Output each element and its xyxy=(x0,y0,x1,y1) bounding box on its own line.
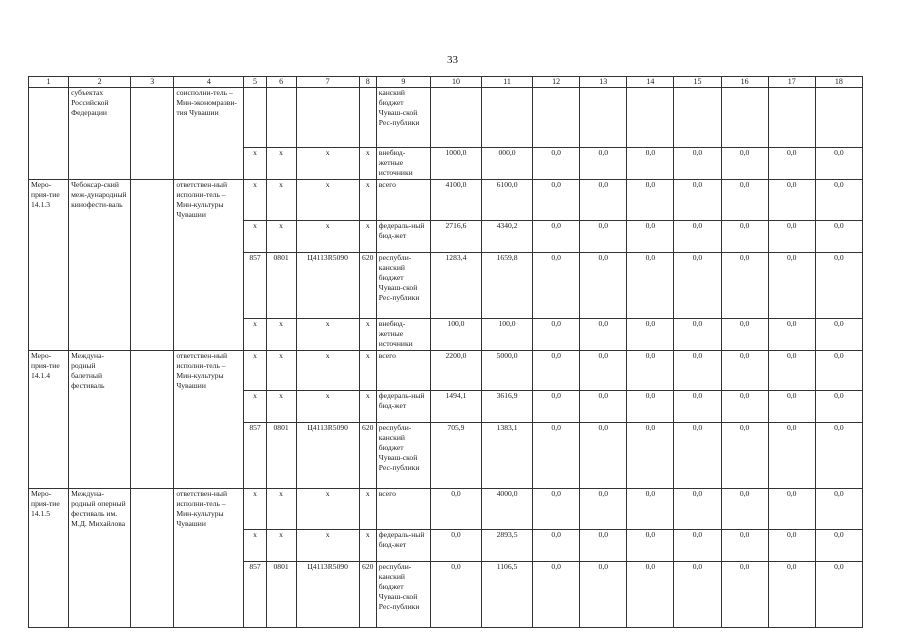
row-executor: ответствен-ный исполни-тель – Мин-культуры Чувашии xyxy=(174,180,244,221)
row-value-year-5: 0,0 xyxy=(627,252,674,318)
row-value-year-2: 1659,8 xyxy=(482,252,533,318)
row-funding-source: всего xyxy=(376,180,430,221)
column-header: 18 xyxy=(815,77,862,88)
row-value-year-9: 0,0 xyxy=(815,180,862,221)
row-value-year-4: 0,0 xyxy=(580,423,627,489)
row-value-year-9: 0,0 xyxy=(815,350,862,391)
row-col3 xyxy=(131,489,174,530)
row-measure-name xyxy=(69,561,131,627)
row-measure-name: Междуна-родный балетный фестиваль xyxy=(69,350,131,391)
row-target-item: x xyxy=(296,220,359,252)
row-measure-id xyxy=(29,391,69,423)
row-value-year-8: 0,0 xyxy=(768,350,815,391)
row-value-year-8: 0,0 xyxy=(768,148,815,180)
row-funding-source: канский бюджет Чуваш-ской Рес-публики xyxy=(376,88,430,148)
header-row xyxy=(29,77,863,88)
row-value-year-3: 0,0 xyxy=(533,529,580,561)
row-expense-type: x xyxy=(359,318,376,350)
row-measure-id xyxy=(29,318,69,350)
row-section: x xyxy=(266,489,296,530)
row-grbs: x xyxy=(244,529,266,561)
row-section: 0801 xyxy=(266,561,296,627)
row-expense-type: x xyxy=(359,529,376,561)
row-col3 xyxy=(131,220,174,252)
row-measure-id xyxy=(29,561,69,627)
column-header: 9 xyxy=(376,77,430,88)
row-value-year-3: 0,0 xyxy=(533,391,580,423)
row-value-year-6: 0,0 xyxy=(674,148,721,180)
row-value-year-1: 2200,0 xyxy=(430,350,481,391)
row-value-year-3: 0,0 xyxy=(533,423,580,489)
row-value-year-8: 0,0 xyxy=(768,252,815,318)
row-value-year-5: 0,0 xyxy=(627,220,674,252)
row-measure-name: Междуна-родный оперный фестиваль им. М.Д. Михайлова xyxy=(69,489,131,530)
row-value-year-5: 0,0 xyxy=(627,561,674,627)
row-value-year-2: 3616,9 xyxy=(482,391,533,423)
column-header: 12 xyxy=(533,77,580,88)
row-value-year-7: 0,0 xyxy=(721,350,768,391)
row-target-item: x xyxy=(296,148,359,180)
row-target-item: Ц4113R5090 xyxy=(296,252,359,318)
row-value-year-5: 0,0 xyxy=(627,489,674,530)
row-value-year-3: 0,0 xyxy=(533,252,580,318)
row-funding-source: республи-канский бюджет Чуваш-ской Рес-публики xyxy=(376,561,430,627)
row-measure-id xyxy=(29,220,69,252)
row-measure-id xyxy=(29,252,69,318)
row-value-year-6: 0,0 xyxy=(674,350,721,391)
row-funding-source: внебюд-жетные источники xyxy=(376,148,430,180)
row-value-year-3: 0,0 xyxy=(533,318,580,350)
row-executor xyxy=(174,220,244,252)
row-measure-name xyxy=(69,391,131,423)
row-executor xyxy=(174,391,244,423)
row-value-year-4: 0,0 xyxy=(580,148,627,180)
row-col3 xyxy=(131,318,174,350)
row-value-year-1: 100,0 xyxy=(430,318,481,350)
row-value-year-8: 0,0 xyxy=(768,180,815,221)
row-value-year-5: 0,0 xyxy=(627,529,674,561)
row-value-year-6: 0,0 xyxy=(674,423,721,489)
row-value-year-4 xyxy=(580,88,627,148)
column-header: 3 xyxy=(131,77,174,88)
row-value-year-6: 0,0 xyxy=(674,180,721,221)
row-section: 0801 xyxy=(266,423,296,489)
row-funding-source: федераль-ный бюд-жет xyxy=(376,220,430,252)
row-value-year-7 xyxy=(721,88,768,148)
row-value-year-2: 1106,5 xyxy=(482,561,533,627)
row-value-year-5: 0,0 xyxy=(627,148,674,180)
column-header: 11 xyxy=(482,77,533,88)
row-value-year-2: 4000,0 xyxy=(482,489,533,530)
row-value-year-3: 0,0 xyxy=(533,148,580,180)
row-funding-source: внебюд-жетные источники xyxy=(376,318,430,350)
column-header: 4 xyxy=(174,77,244,88)
row-section xyxy=(266,88,296,148)
row-value-year-1: 1494,1 xyxy=(430,391,481,423)
row-value-year-8: 0,0 xyxy=(768,561,815,627)
row-measure-name xyxy=(69,148,131,180)
row-measure-id xyxy=(29,423,69,489)
row-value-year-5: 0,0 xyxy=(627,318,674,350)
row-value-year-2: 000,0 xyxy=(482,148,533,180)
table-row xyxy=(29,148,863,180)
row-executor xyxy=(174,318,244,350)
row-value-year-1: 0,0 xyxy=(430,489,481,530)
row-value-year-1: 0,0 xyxy=(430,529,481,561)
row-value-year-7: 0,0 xyxy=(721,529,768,561)
row-value-year-8: 0,0 xyxy=(768,529,815,561)
row-executor xyxy=(174,148,244,180)
table-row xyxy=(29,318,863,350)
column-header: 8 xyxy=(359,77,376,88)
row-value-year-7: 0,0 xyxy=(721,423,768,489)
row-value-year-9: 0,0 xyxy=(815,391,862,423)
row-value-year-6: 0,0 xyxy=(674,529,721,561)
table-row xyxy=(29,391,863,423)
row-value-year-4: 0,0 xyxy=(580,220,627,252)
row-target-item: x xyxy=(296,180,359,221)
row-grbs: x xyxy=(244,350,266,391)
row-section: x xyxy=(266,391,296,423)
row-section: x xyxy=(266,220,296,252)
column-header: 6 xyxy=(266,77,296,88)
row-expense-type: 620 xyxy=(359,561,376,627)
table-row xyxy=(29,88,863,148)
table-row xyxy=(29,180,863,221)
row-target-item: x xyxy=(296,318,359,350)
row-expense-type: 620 xyxy=(359,252,376,318)
row-measure-name xyxy=(69,529,131,561)
row-value-year-6: 0,0 xyxy=(674,220,721,252)
row-target-item xyxy=(296,88,359,148)
column-header: 10 xyxy=(430,77,481,88)
row-target-item: Ц4113R5090 xyxy=(296,561,359,627)
row-expense-type xyxy=(359,88,376,148)
row-measure-name: Чебоксар-ский меж-дународный кинофести-валь xyxy=(69,180,131,221)
row-section: x xyxy=(266,350,296,391)
row-value-year-4: 0,0 xyxy=(580,318,627,350)
row-value-year-3: 0,0 xyxy=(533,180,580,221)
row-value-year-2: 100,0 xyxy=(482,318,533,350)
row-section: x xyxy=(266,318,296,350)
row-target-item: x xyxy=(296,391,359,423)
row-grbs: x xyxy=(244,489,266,530)
row-value-year-8 xyxy=(768,88,815,148)
row-value-year-2 xyxy=(482,88,533,148)
row-value-year-4: 0,0 xyxy=(580,489,627,530)
table-row xyxy=(29,561,863,627)
row-value-year-3: 0,0 xyxy=(533,350,580,391)
row-value-year-2: 5000,0 xyxy=(482,350,533,391)
row-value-year-5: 0,0 xyxy=(627,391,674,423)
row-value-year-9: 0,0 xyxy=(815,220,862,252)
row-value-year-9 xyxy=(815,88,862,148)
row-value-year-2: 4340,2 xyxy=(482,220,533,252)
row-funding-source: всего xyxy=(376,350,430,391)
row-value-year-4: 0,0 xyxy=(580,350,627,391)
row-grbs: x xyxy=(244,148,266,180)
column-header: 17 xyxy=(768,77,815,88)
row-value-year-7: 0,0 xyxy=(721,489,768,530)
row-funding-source: республи-канский бюджет Чуваш-ской Рес-публики xyxy=(376,252,430,318)
row-value-year-2: 6100,0 xyxy=(482,180,533,221)
row-value-year-1: 4100,0 xyxy=(430,180,481,221)
row-target-item: Ц4113R5090 xyxy=(296,423,359,489)
row-value-year-8: 0,0 xyxy=(768,220,815,252)
row-value-year-5: 0,0 xyxy=(627,350,674,391)
row-value-year-8: 0,0 xyxy=(768,391,815,423)
row-col3 xyxy=(131,252,174,318)
row-expense-type: x xyxy=(359,489,376,530)
row-section: 0801 xyxy=(266,252,296,318)
row-grbs: 857 xyxy=(244,561,266,627)
row-value-year-7: 0,0 xyxy=(721,318,768,350)
row-grbs: x xyxy=(244,220,266,252)
row-measure-name xyxy=(69,220,131,252)
row-measure-id xyxy=(29,148,69,180)
row-grbs: 857 xyxy=(244,252,266,318)
table-row xyxy=(29,423,863,489)
row-target-item: x xyxy=(296,529,359,561)
row-executor: ответствен-ный исполни-тель – Мин-культуры Чувашии xyxy=(174,489,244,530)
row-value-year-8: 0,0 xyxy=(768,489,815,530)
row-target-item: x xyxy=(296,489,359,530)
row-expense-type: x xyxy=(359,391,376,423)
row-measure-name xyxy=(69,252,131,318)
row-value-year-7: 0,0 xyxy=(721,180,768,221)
row-value-year-5: 0,0 xyxy=(627,423,674,489)
row-section: x xyxy=(266,529,296,561)
row-measure-name xyxy=(69,423,131,489)
column-header: 5 xyxy=(244,77,266,88)
row-value-year-1: 705,9 xyxy=(430,423,481,489)
budget-table xyxy=(28,76,863,628)
row-executor xyxy=(174,423,244,489)
row-value-year-6: 0,0 xyxy=(674,561,721,627)
row-grbs: x xyxy=(244,391,266,423)
row-measure-id xyxy=(29,529,69,561)
page-number: 33 xyxy=(447,54,458,66)
row-value-year-3: 0,0 xyxy=(533,220,580,252)
row-value-year-6: 0,0 xyxy=(674,391,721,423)
row-value-year-8: 0,0 xyxy=(768,423,815,489)
row-col3 xyxy=(131,391,174,423)
row-value-year-5: 0,0 xyxy=(627,180,674,221)
row-grbs xyxy=(244,88,266,148)
row-funding-source: федераль-ный бюд-жет xyxy=(376,529,430,561)
row-col3 xyxy=(131,180,174,221)
row-funding-source: федераль-ный бюд-жет xyxy=(376,391,430,423)
table-row xyxy=(29,350,863,391)
row-value-year-6 xyxy=(674,88,721,148)
row-value-year-9: 0,0 xyxy=(815,561,862,627)
row-executor: ответствен-ный исполни-тель – Мин-культуры Чувашии xyxy=(174,350,244,391)
row-col3 xyxy=(131,423,174,489)
row-value-year-7: 0,0 xyxy=(721,252,768,318)
row-value-year-6: 0,0 xyxy=(674,252,721,318)
row-value-year-7: 0,0 xyxy=(721,148,768,180)
row-value-year-9: 0,0 xyxy=(815,252,862,318)
table-row xyxy=(29,252,863,318)
row-expense-type: 620 xyxy=(359,423,376,489)
column-header: 13 xyxy=(580,77,627,88)
row-col3 xyxy=(131,350,174,391)
row-value-year-7: 0,0 xyxy=(721,220,768,252)
row-value-year-1: 1283,4 xyxy=(430,252,481,318)
row-value-year-7: 0,0 xyxy=(721,561,768,627)
row-funding-source: республи-канский бюджет Чуваш-ской Рес-публики xyxy=(376,423,430,489)
row-value-year-1: 0,0 xyxy=(430,561,481,627)
row-value-year-4: 0,0 xyxy=(580,252,627,318)
row-value-year-4: 0,0 xyxy=(580,391,627,423)
row-value-year-3: 0,0 xyxy=(533,561,580,627)
row-expense-type: x xyxy=(359,180,376,221)
row-measure-id: Меро-прия-тие 14.1.3 xyxy=(29,180,69,221)
table-row xyxy=(29,489,863,530)
row-target-item: x xyxy=(296,350,359,391)
row-expense-type: x xyxy=(359,220,376,252)
row-section: x xyxy=(266,148,296,180)
column-header: 7 xyxy=(296,77,359,88)
row-value-year-2: 1383,1 xyxy=(482,423,533,489)
row-value-year-9: 0,0 xyxy=(815,423,862,489)
row-value-year-1: 1000,0 xyxy=(430,148,481,180)
row-col3 xyxy=(131,88,174,148)
row-measure-id: Меро-прия-тие 14.1.4 xyxy=(29,350,69,391)
row-value-year-1: 2716,6 xyxy=(430,220,481,252)
table-row xyxy=(29,220,863,252)
row-executor xyxy=(174,252,244,318)
row-executor: соисполни-тель – Мин-экономразви-тия Чувашии xyxy=(174,88,244,148)
row-value-year-4: 0,0 xyxy=(580,529,627,561)
row-measure-name: субъектах Российской Федерации xyxy=(69,88,131,148)
row-value-year-4: 0,0 xyxy=(580,180,627,221)
column-header: 15 xyxy=(674,77,721,88)
row-col3 xyxy=(131,561,174,627)
column-header: 1 xyxy=(29,77,69,88)
row-measure-name xyxy=(69,318,131,350)
row-grbs: 857 xyxy=(244,423,266,489)
row-value-year-9: 0,0 xyxy=(815,148,862,180)
row-value-year-9: 0,0 xyxy=(815,529,862,561)
row-value-year-8: 0,0 xyxy=(768,318,815,350)
row-value-year-2: 2893,5 xyxy=(482,529,533,561)
row-measure-id xyxy=(29,88,69,148)
row-value-year-7: 0,0 xyxy=(721,391,768,423)
row-value-year-6: 0,0 xyxy=(674,318,721,350)
row-expense-type: x xyxy=(359,350,376,391)
column-header: 2 xyxy=(69,77,131,88)
row-value-year-9: 0,0 xyxy=(815,318,862,350)
row-value-year-3 xyxy=(533,88,580,148)
row-measure-id: Меро-прия-тие 14.1.5 xyxy=(29,489,69,530)
row-funding-source: всего xyxy=(376,489,430,530)
row-value-year-5 xyxy=(627,88,674,148)
row-section: x xyxy=(266,180,296,221)
row-value-year-9: 0,0 xyxy=(815,489,862,530)
row-col3 xyxy=(131,529,174,561)
row-value-year-3: 0,0 xyxy=(533,489,580,530)
table-row xyxy=(29,529,863,561)
column-header: 16 xyxy=(721,77,768,88)
column-header: 14 xyxy=(627,77,674,88)
row-value-year-1 xyxy=(430,88,481,148)
row-grbs: x xyxy=(244,180,266,221)
row-col3 xyxy=(131,148,174,180)
row-expense-type: x xyxy=(359,148,376,180)
row-value-year-6: 0,0 xyxy=(674,489,721,530)
row-executor xyxy=(174,561,244,627)
row-value-year-4: 0,0 xyxy=(580,561,627,627)
row-executor xyxy=(174,529,244,561)
row-grbs: x xyxy=(244,318,266,350)
